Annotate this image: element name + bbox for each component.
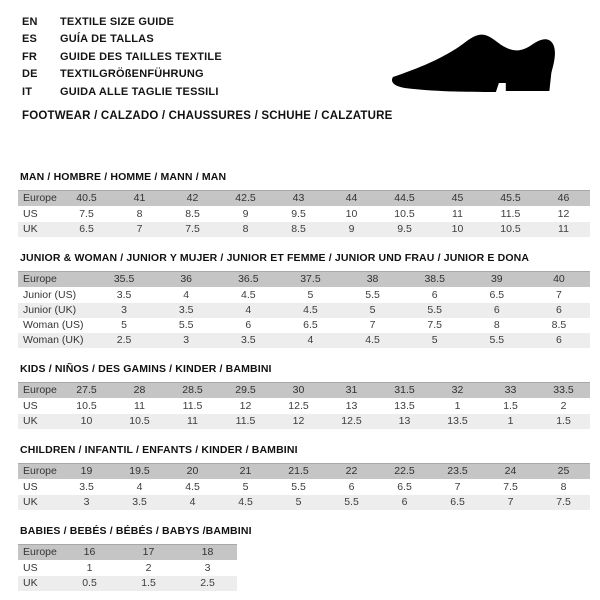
size-cell: 11 bbox=[452, 208, 463, 220]
table-row-junior-woman-junior-us- bbox=[18, 288, 590, 304]
size-cell: 1 bbox=[454, 400, 461, 412]
size-cell: 38.5 bbox=[424, 273, 445, 285]
size-cell: 2 bbox=[145, 562, 152, 574]
size-cell: 11.5 bbox=[500, 208, 521, 220]
row-label: UK bbox=[23, 496, 38, 508]
size-cell: 25 bbox=[557, 465, 570, 477]
language-code: IT bbox=[22, 85, 33, 98]
size-cell: 5.5 bbox=[489, 334, 505, 346]
size-cell: 6 bbox=[556, 304, 562, 316]
size-cell: 38 bbox=[366, 273, 379, 285]
size-cell: 2 bbox=[560, 400, 567, 412]
size-table-junior-woman bbox=[18, 271, 590, 348]
table-row-man-europe bbox=[18, 191, 590, 207]
row-label: Europe bbox=[23, 546, 57, 558]
size-cell: 5.5 bbox=[365, 289, 380, 301]
size-cell: 28 bbox=[133, 384, 146, 396]
size-table-man bbox=[18, 190, 590, 237]
size-cell: 6 bbox=[348, 481, 355, 493]
size-cell: 12.5 bbox=[288, 400, 309, 412]
size-cell: 12 bbox=[292, 415, 305, 427]
size-cell: 31.5 bbox=[394, 384, 415, 396]
size-cell: 36.5 bbox=[238, 273, 259, 285]
size-cell: 11 bbox=[134, 400, 145, 412]
size-cell: 6 bbox=[556, 334, 562, 346]
size-cell: 6.5 bbox=[489, 289, 505, 301]
size-cell: 10 bbox=[345, 208, 358, 220]
size-cell: 7.5 bbox=[427, 319, 442, 331]
size-cell: 7 bbox=[454, 481, 461, 493]
size-cell: 7.5 bbox=[503, 481, 518, 493]
row-label: UK bbox=[23, 415, 38, 427]
size-cell: 1 bbox=[507, 415, 514, 427]
size-cell: 13.5 bbox=[394, 400, 415, 412]
size-cell: 3 bbox=[204, 562, 211, 574]
size-cell: 7 bbox=[556, 289, 562, 301]
size-cell: 11 bbox=[187, 415, 198, 427]
size-cell: 9.5 bbox=[397, 223, 412, 235]
size-cell: 31 bbox=[345, 384, 358, 396]
table-row-junior-woman-woman-uk- bbox=[18, 333, 590, 348]
size-cell: 35.5 bbox=[113, 273, 135, 285]
row-label: Woman (US) bbox=[23, 319, 84, 331]
table-row-junior-woman-woman-us- bbox=[18, 318, 590, 333]
size-cell: 10.5 bbox=[500, 223, 521, 235]
size-cell: 18 bbox=[201, 546, 214, 558]
size-cell: 8.5 bbox=[291, 223, 306, 235]
size-cell: 5 bbox=[431, 334, 438, 346]
size-cell: 19.5 bbox=[129, 465, 150, 477]
size-cell: 36 bbox=[180, 273, 193, 285]
size-cell: 7 bbox=[369, 319, 376, 331]
table-row-children-us bbox=[18, 480, 590, 496]
table-row-babies-uk bbox=[18, 576, 237, 591]
size-cell: 3.5 bbox=[116, 289, 132, 301]
language-code: ES bbox=[22, 33, 38, 46]
size-cell: 12.5 bbox=[341, 415, 362, 427]
size-cell: 7 bbox=[507, 496, 514, 508]
size-cell: 12 bbox=[239, 400, 252, 412]
size-cell: 8.5 bbox=[551, 319, 567, 331]
size-table-block-kids bbox=[18, 363, 590, 429]
size-cell: 29.5 bbox=[235, 384, 256, 396]
size-cell: 27.5 bbox=[76, 384, 97, 396]
size-cell: 20 bbox=[186, 465, 199, 477]
table-row-junior-woman-junior-uk- bbox=[18, 303, 590, 318]
size-cell: 8 bbox=[493, 319, 500, 331]
size-table-kids bbox=[18, 382, 590, 429]
language-list bbox=[22, 13, 222, 101]
row-label: Europe bbox=[23, 273, 57, 285]
size-cell: 6 bbox=[401, 496, 408, 508]
size-cell: 6.5 bbox=[79, 223, 94, 235]
table-row-kids-europe bbox=[18, 383, 590, 399]
size-cell: 8.5 bbox=[185, 208, 200, 220]
row-label: Woman (UK) bbox=[23, 334, 84, 346]
size-cell: 4.5 bbox=[241, 289, 256, 301]
table-row-babies-europe bbox=[18, 545, 237, 561]
size-cell: 9 bbox=[242, 208, 249, 220]
size-cell: 40.5 bbox=[76, 192, 97, 204]
size-cell: 33 bbox=[504, 384, 517, 396]
table-title-junior-woman: JUNIOR & WOMAN / JUNIOR Y MUJER / JUNIOR ET FEMME / JUNIOR UND FRAU / JUNIOR E DONA bbox=[20, 252, 530, 264]
size-cell: 4.5 bbox=[365, 334, 380, 346]
size-cell: 2.5 bbox=[116, 334, 132, 346]
language-row-it bbox=[22, 83, 222, 101]
table-row-children-uk bbox=[18, 495, 590, 510]
language-title: GUIDA ALLE TAGLIE TESSILI bbox=[60, 85, 219, 98]
table-row-kids-uk bbox=[18, 414, 590, 429]
size-cell: 5 bbox=[307, 289, 314, 301]
size-cell: 4.5 bbox=[185, 481, 200, 493]
size-cell: 32 bbox=[451, 384, 464, 396]
table-title-children: CHILDREN / INFANTIL / ENFANTS / KINDER / BAMBINI bbox=[20, 444, 298, 456]
size-cell: 1.5 bbox=[503, 400, 518, 412]
size-cell: 13 bbox=[398, 415, 411, 427]
size-cell: 1.5 bbox=[556, 415, 571, 427]
size-cell: 16 bbox=[83, 546, 96, 558]
size-cell: 6 bbox=[245, 319, 252, 331]
size-cell: 1 bbox=[86, 562, 93, 574]
size-cell: 8 bbox=[560, 481, 567, 493]
language-title: TEXTILGRÖßENFÜHRUNG bbox=[60, 68, 204, 81]
table-row-man-uk bbox=[18, 222, 590, 237]
language-code: FR bbox=[22, 50, 38, 63]
size-cell: 37.5 bbox=[300, 273, 321, 285]
size-table-block-children bbox=[18, 444, 590, 510]
table-row-children-europe bbox=[18, 464, 590, 480]
size-cell: 0.5 bbox=[82, 577, 97, 589]
size-cell: 13 bbox=[345, 400, 358, 412]
size-cell: 3 bbox=[121, 304, 127, 316]
size-cell: 5.5 bbox=[427, 304, 442, 316]
table-row-man-us bbox=[18, 207, 590, 223]
size-cell: 11 bbox=[558, 223, 569, 235]
size-cell: 45 bbox=[451, 192, 464, 204]
size-cell: 40 bbox=[553, 273, 565, 285]
size-cell: 46 bbox=[557, 192, 570, 204]
size-cell: 2.5 bbox=[200, 577, 215, 589]
size-cell: 7.5 bbox=[556, 496, 571, 508]
language-row-es bbox=[22, 31, 222, 49]
size-cell: 21.5 bbox=[288, 465, 309, 477]
size-cell: 17 bbox=[142, 546, 155, 558]
size-cell: 1.5 bbox=[141, 577, 156, 589]
size-cell: 44 bbox=[345, 192, 358, 204]
size-cell: 3.5 bbox=[241, 334, 256, 346]
language-title: GUÍA DE TALLAS bbox=[60, 33, 154, 46]
row-label: Europe bbox=[23, 384, 57, 396]
size-cell: 45.5 bbox=[500, 192, 521, 204]
size-cell: 5.5 bbox=[178, 319, 194, 331]
language-row-de bbox=[22, 66, 222, 84]
size-cell: 4 bbox=[189, 496, 196, 508]
row-label: Europe bbox=[23, 192, 57, 204]
size-cell: 22 bbox=[345, 465, 358, 477]
size-cell: 33.5 bbox=[553, 384, 574, 396]
size-table-block-junior-woman bbox=[18, 252, 590, 348]
size-cell: 28.5 bbox=[182, 384, 203, 396]
table-title-babies: BABIES / BEBÉS / BÉBÉS / BABYS /BAMBINI bbox=[20, 525, 252, 537]
size-cell: 4 bbox=[307, 334, 314, 346]
size-cell: 8 bbox=[242, 223, 249, 235]
table-title-kids: KIDS / NIÑOS / DES GAMINS / KINDER / BAMBINI bbox=[20, 363, 272, 375]
size-cell: 7.5 bbox=[79, 208, 94, 220]
size-cell: 5.5 bbox=[344, 496, 359, 508]
size-tables-section bbox=[18, 171, 590, 600]
size-cell: 5 bbox=[242, 481, 249, 493]
size-cell: 3 bbox=[183, 334, 190, 346]
row-label: Junior (US) bbox=[23, 289, 77, 301]
language-title: GUIDE DES TAILLES TEXTILE bbox=[60, 50, 222, 63]
table-title-man: MAN / HOMBRE / HOMME / MANN / MAN bbox=[20, 171, 227, 183]
language-row-fr bbox=[22, 48, 222, 66]
language-title: TEXTILE SIZE GUIDE bbox=[60, 15, 175, 28]
size-cell: 11.5 bbox=[182, 400, 203, 412]
size-cell: 43 bbox=[292, 192, 305, 204]
language-code: DE bbox=[22, 68, 38, 81]
row-label: US bbox=[23, 562, 38, 574]
size-table-block-man bbox=[18, 171, 590, 237]
size-cell: 41 bbox=[133, 192, 146, 204]
size-cell: 5 bbox=[369, 304, 376, 316]
size-cell: 30 bbox=[292, 384, 305, 396]
size-cell: 10 bbox=[80, 415, 93, 427]
row-label: UK bbox=[23, 223, 38, 235]
size-cell: 9 bbox=[348, 223, 355, 235]
size-cell: 42.5 bbox=[235, 192, 256, 204]
size-cell: 10.5 bbox=[394, 208, 415, 220]
size-table-babies bbox=[18, 544, 237, 591]
size-cell: 6 bbox=[493, 304, 500, 316]
size-cell: 5 bbox=[121, 319, 127, 331]
size-cell: 11.5 bbox=[235, 415, 256, 427]
table-row-kids-us bbox=[18, 399, 590, 415]
size-cell: 9.5 bbox=[291, 208, 306, 220]
size-cell: 3.5 bbox=[79, 481, 94, 493]
size-cell: 39 bbox=[490, 273, 503, 285]
shoe-icon bbox=[387, 27, 585, 99]
size-table-children bbox=[18, 463, 590, 510]
size-cell: 22.5 bbox=[394, 465, 415, 477]
language-code: EN bbox=[22, 15, 38, 28]
size-cell: 10 bbox=[451, 223, 464, 235]
category-heading: FOOTWEAR / CALZADO / CHAUSSURES / SCHUHE / CALZATURE bbox=[22, 110, 393, 122]
size-cell: 4.5 bbox=[238, 496, 253, 508]
size-cell: 42 bbox=[186, 192, 199, 204]
size-cell: 7.5 bbox=[185, 223, 200, 235]
row-label: Junior (UK) bbox=[23, 304, 77, 316]
size-cell: 4 bbox=[183, 289, 190, 301]
size-cell: 4 bbox=[245, 304, 252, 316]
size-cell: 21 bbox=[239, 465, 252, 477]
table-row-junior-woman-europe bbox=[18, 272, 590, 288]
size-cell: 5 bbox=[295, 496, 302, 508]
size-cell: 6.5 bbox=[397, 481, 412, 493]
size-cell: 3.5 bbox=[178, 304, 194, 316]
size-cell: 6.5 bbox=[303, 319, 318, 331]
size-cell: 44.5 bbox=[394, 192, 415, 204]
size-cell: 7 bbox=[136, 223, 143, 235]
size-cell: 24 bbox=[504, 465, 517, 477]
size-cell: 3 bbox=[83, 496, 90, 508]
row-label: UK bbox=[23, 577, 38, 589]
table-row-babies-us bbox=[18, 561, 237, 577]
row-label: US bbox=[23, 481, 38, 493]
size-cell: 6 bbox=[431, 289, 438, 301]
size-cell: 19 bbox=[80, 465, 93, 477]
row-label: US bbox=[23, 208, 38, 220]
size-cell: 12 bbox=[557, 208, 570, 220]
size-cell: 10.5 bbox=[129, 415, 150, 427]
size-cell: 4.5 bbox=[303, 304, 318, 316]
language-row-en bbox=[22, 13, 222, 31]
size-table-block-babies bbox=[18, 525, 590, 591]
row-label: US bbox=[23, 400, 38, 412]
size-cell: 3.5 bbox=[132, 496, 147, 508]
size-cell: 4 bbox=[136, 481, 143, 493]
size-cell: 6.5 bbox=[450, 496, 465, 508]
size-cell: 10.5 bbox=[76, 400, 97, 412]
row-label: Europe bbox=[23, 465, 57, 477]
size-cell: 8 bbox=[136, 208, 143, 220]
size-cell: 23.5 bbox=[447, 465, 468, 477]
size-cell: 5.5 bbox=[291, 481, 306, 493]
size-cell: 13.5 bbox=[447, 415, 468, 427]
